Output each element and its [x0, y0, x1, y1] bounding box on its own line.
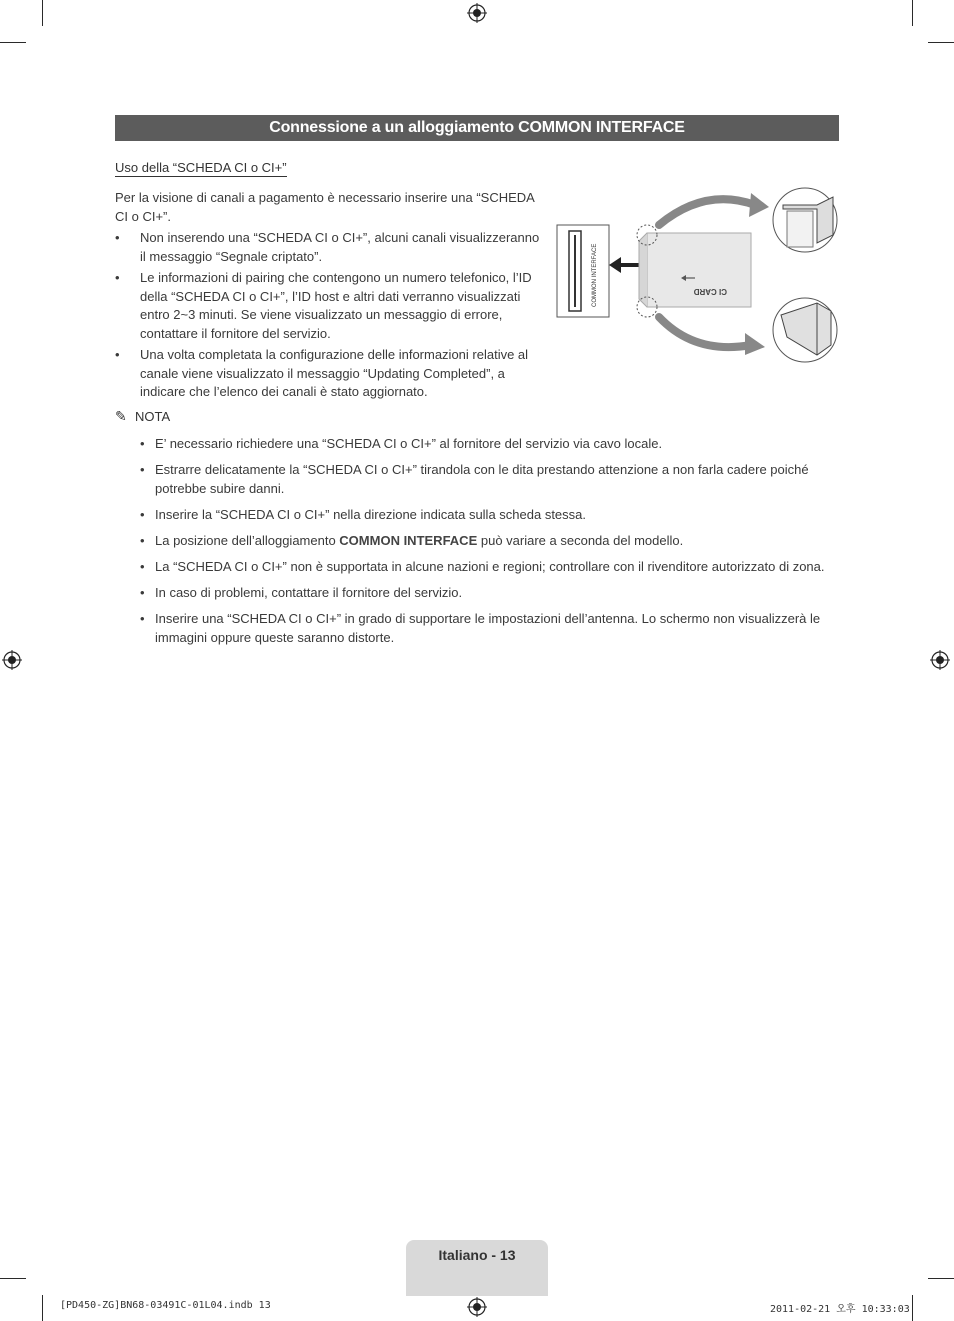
registration-mark-icon: [467, 3, 487, 23]
pencil-icon: ✎: [115, 408, 127, 424]
ci-card-illustration: [555, 185, 839, 365]
bullet-dot: •: [115, 347, 120, 362]
list-item-text: E’ necessario richiedere una “SCHEDA CI o CI+” al fornitore del servizio via cavo locale.: [155, 436, 663, 451]
list-item: [140, 460, 840, 498]
note-label: NOTA: [135, 409, 171, 424]
subsection-title: Uso della “SCHEDA CI o CI+”: [115, 160, 287, 175]
crop-mark: [928, 42, 954, 43]
list-item: [140, 531, 840, 550]
list-item: [140, 505, 840, 524]
list-item-text-before: La posizione dell’alloggiamento: [155, 533, 340, 548]
list-item-text: Estrarre delicatamente la “SCHEDA CI o CI+” tirandola con le dita prestando attenzione a non farla cadere poiché potrebbe subire danni.: [155, 462, 809, 496]
bullet-dot: •: [140, 436, 145, 451]
list-item-text: Una volta completata la configurazione delle informazioni relative al canale viene visualizzato il messaggio “Updating Completed”, a indicare che l’elenco dei canali è stato aggiornato.: [140, 347, 529, 399]
card-label: CI CARD: [693, 287, 727, 296]
list-item-text: Le informazioni di pairing che contengono un numero telefonico, l’ID della “SCHEDA CI o CI+”, l’ID host e altri dati verranno visualizzati entro 2~3 minuti. Se viene visualizzato un messaggio di errore, contattare il fornitore del servizio.: [140, 270, 532, 341]
list-item: [140, 609, 840, 647]
footer-timestamp: 2011-02-21 오후 10:33:03: [770, 1304, 910, 1315]
registration-mark-icon: [467, 1297, 487, 1317]
bullet-dot: •: [115, 270, 120, 285]
bullet-list: [115, 229, 540, 405]
crop-mark: [912, 1295, 913, 1321]
intro-paragraph: Per la visione di canali a pagamento è necessario inserire una “SCHEDA CI o CI+”.: [115, 190, 535, 224]
list-item: [115, 269, 540, 343]
list-item: [140, 557, 840, 576]
section-title: Connessione a un alloggiamento COMMON INTERFACE: [115, 115, 839, 141]
bullet-dot: •: [115, 230, 120, 245]
crop-mark: [0, 42, 26, 43]
notes-list: [140, 434, 840, 654]
crop-mark: [928, 1278, 954, 1279]
bullet-dot: •: [140, 533, 145, 548]
crop-mark: [912, 0, 913, 26]
bullet-dot: •: [140, 462, 145, 477]
registration-mark-icon: [2, 650, 22, 670]
bullet-dot: •: [140, 585, 145, 600]
list-item-text: Inserire la “SCHEDA CI o CI+” nella direzione indicata sulla scheda stessa.: [155, 507, 587, 522]
list-item-text-after: può variare a seconda del modello.: [477, 533, 684, 548]
list-item: [140, 583, 840, 602]
list-item: [115, 346, 540, 402]
footer-filename: [PD450-ZG]BN68-03491C-01L04.indb 13: [60, 1300, 271, 1311]
bullet-dot: •: [140, 507, 145, 522]
list-item: [140, 434, 840, 453]
crop-mark: [0, 1278, 26, 1279]
bullet-dot: •: [140, 611, 145, 626]
slot-label: COMMON INTERFACE: [592, 243, 598, 307]
list-item: [115, 229, 540, 266]
crop-mark: [42, 1295, 43, 1321]
registration-mark-icon: [930, 650, 950, 670]
note-heading: [115, 407, 170, 426]
bullet-dot: •: [140, 559, 145, 574]
list-item-text: Inserire una “SCHEDA CI o CI+” in grado di supportare le impostazioni dell’antenna. Lo schermo non visualizzerà le immagini oppure queste saranno distorte.: [155, 611, 821, 645]
crop-mark: [42, 0, 43, 26]
list-item-text: Non inserendo una “SCHEDA CI o CI+”, alcuni canali visualizzeranno il messaggio “Segnale criptato”.: [140, 230, 540, 264]
list-item-text: In caso di problemi, contattare il fornitore del servizio.: [155, 585, 463, 600]
list-item-text: La “SCHEDA CI o CI+” non è supportata in alcune nazioni e regioni; controllare con il rivenditore autorizzato di zona.: [155, 559, 825, 574]
list-item-bold-text: COMMON INTERFACE: [339, 533, 478, 548]
page-number: Italiano - 13: [438, 1247, 516, 1263]
